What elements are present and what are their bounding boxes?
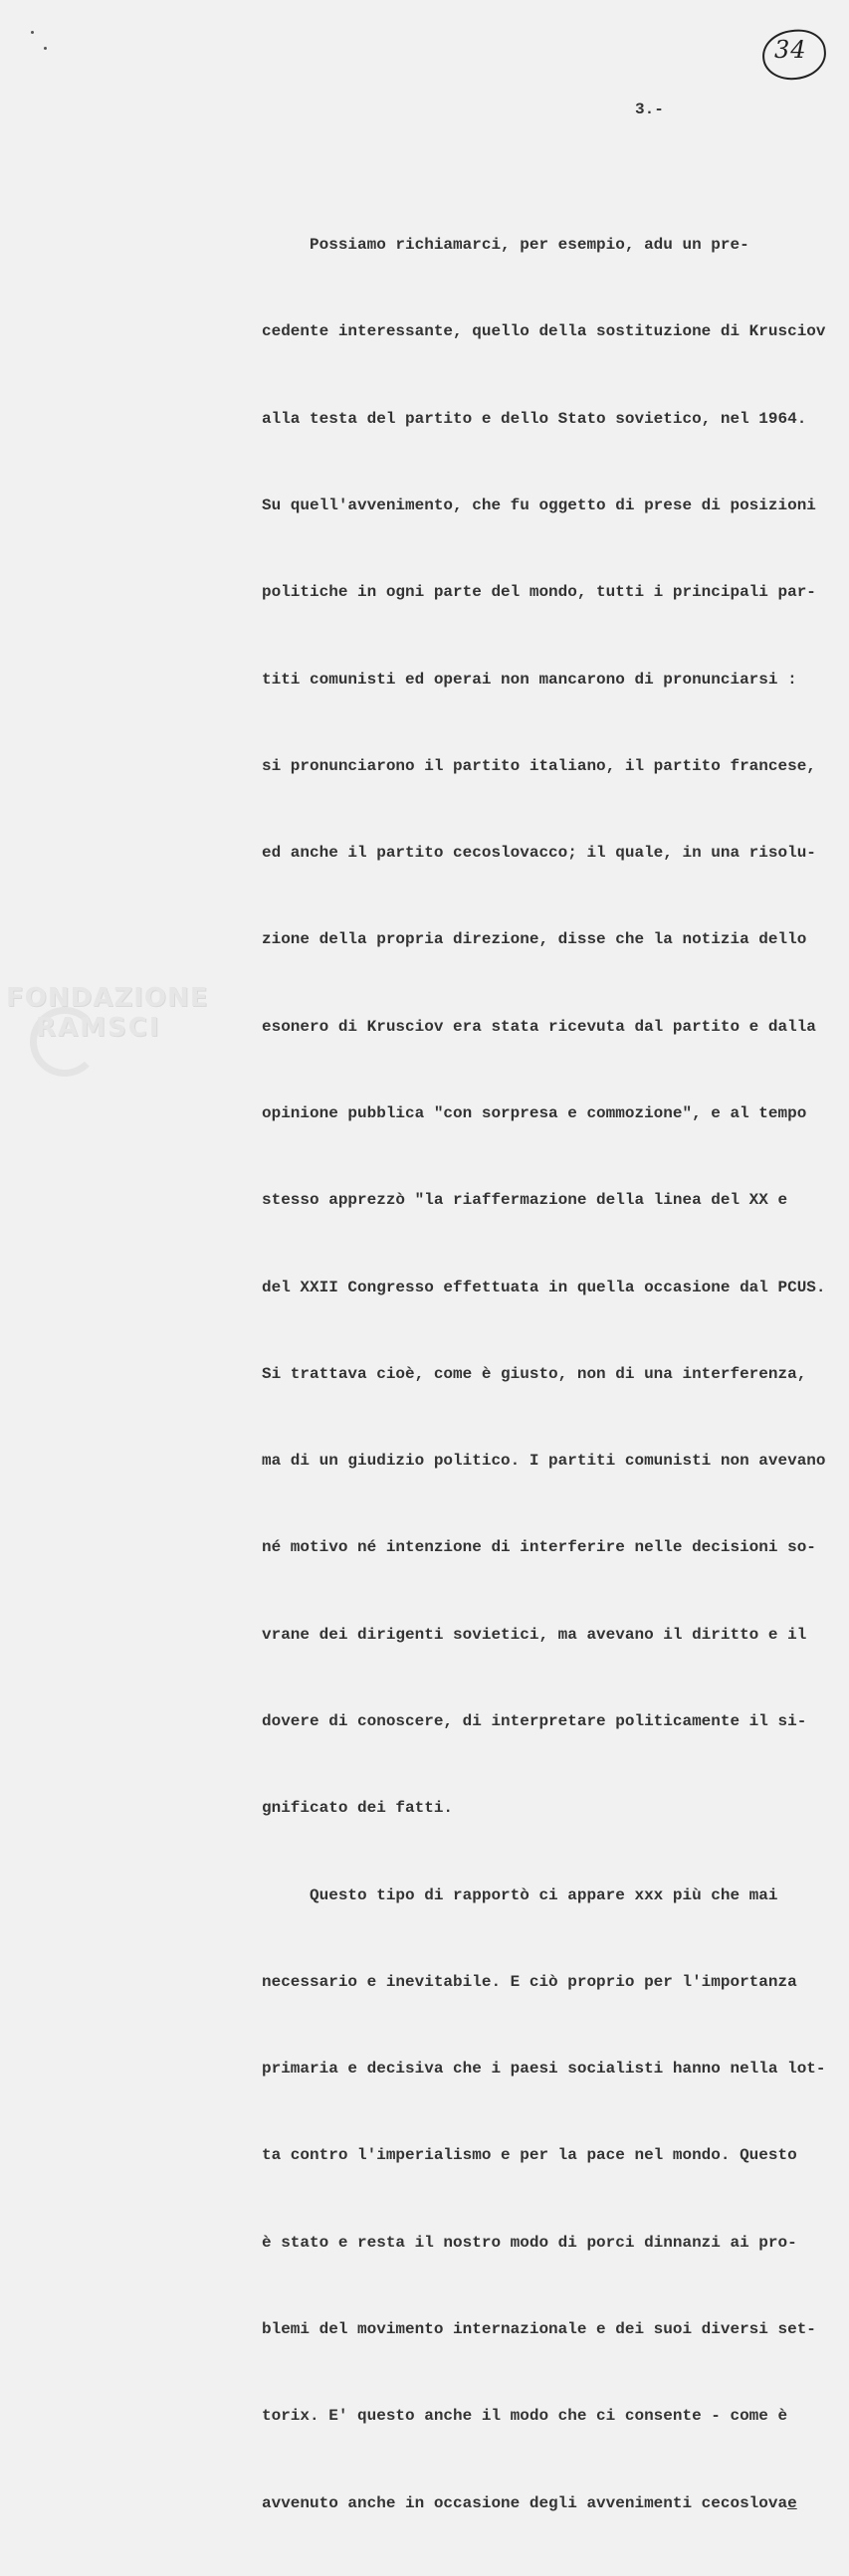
text-line-start: avvenuto anche in occasione degli avvenimenti cecoslova	[262, 2493, 788, 2512]
watermark-line-2: RAMSCI	[36, 1013, 161, 1043]
text-line: si pronunciarono il partito italiano, il partito francese,	[262, 756, 816, 775]
text-line-last	[262, 2489, 849, 2518]
text-line: esonero di Krusciov era stata ricevuta dal partito e dalla	[262, 1017, 816, 1036]
ink-speck	[31, 31, 34, 34]
text-line: cedente interessante, quello della sostituzione di Krusciov	[262, 322, 826, 341]
text-line: ta contro l'imperialismo e per la pace nel mondo. Questo	[262, 2146, 797, 2165]
text-line: alla testa del partito e dello Stato sovietico, nel 1964.	[262, 409, 807, 428]
watermark	[6, 983, 208, 1043]
text-line: stesso apprezzò "la riaffermazione della linea del XX e	[262, 1191, 788, 1210]
body-text	[262, 173, 849, 2576]
text-line: zione della propria direzione, disse che la notizia dello	[262, 930, 807, 949]
text-line: dovere di conoscere, di interpretare politicamente il si-	[262, 1711, 807, 1730]
folio-number: 34	[774, 36, 807, 64]
text-line: titi comunisti ed operai non mancarono di pronunciarsi :	[262, 670, 797, 689]
text-line: blemi del movimento internazionale e dei suoi diversi set-	[262, 2319, 816, 2338]
watermark-line-1: FONDAZIONE	[6, 983, 209, 1013]
text-line: Questo tipo di rapportò ci appare xxx più che mai	[262, 1885, 778, 1904]
text-line: ed anche il partito cecoslovacco; il quale, in una risolu-	[262, 844, 816, 863]
text-line: è stato e resta il nostro modo di porci dinnanzi ai pro-	[262, 2233, 797, 2252]
page-number: 3.-	[635, 100, 664, 118]
text-line: necessario e inevitabile. E ciò proprio per l'importanza	[262, 1972, 797, 1991]
text-line: vrane dei dirigenti sovietici, ma avevano il diritto e il	[262, 1625, 807, 1644]
text-line: ma di un giudizio politico. I partiti comunisti non avevano	[262, 1452, 826, 1471]
ink-speck	[44, 47, 47, 50]
underlined-continuation: e	[787, 2493, 797, 2512]
text-line: gnificato dei fatti.	[262, 1799, 454, 1818]
text-line: torix. E' questo anche il modo che ci consente - come è	[262, 2407, 788, 2426]
text-line: Possiamo richiamarci, per esempio, adu un pre-	[262, 236, 749, 255]
text-line: politiche in ogni parte del mondo, tutti i principali par-	[262, 583, 816, 602]
text-line: del XXII Congresso effettuata in quella occasione dal PCUS.	[262, 1278, 826, 1296]
text-line: Su quell'avvenimento, che fu oggetto di prese di posizioni	[262, 496, 816, 515]
text-line: né motivo né intenzione di interferire nelle decisioni so-	[262, 1538, 816, 1557]
text-line: opinione pubblica "con sorpresa e commozione", e al tempo	[262, 1104, 807, 1122]
text-line: primaria e decisiva che i paesi socialisti hanno nella lot-	[262, 2060, 826, 2079]
text-line: Si trattava cioè, come è giusto, non di una interferenza,	[262, 1364, 807, 1383]
